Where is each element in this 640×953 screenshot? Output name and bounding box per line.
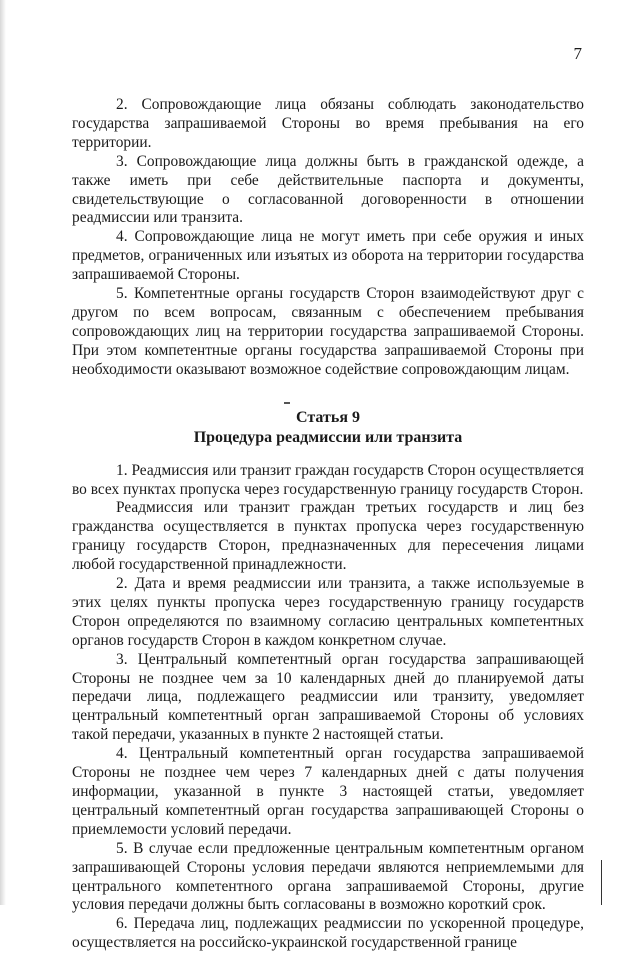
- scan-edge-line: [601, 860, 602, 905]
- page-number: 7: [573, 44, 582, 63]
- paragraph: 3. Сопровождающие лица должны быть в гражданской одежде, а также иметь при себе действительные паспорта и документы, свидетельствующие о согласованной договоренности в отношении реадмиссии или транзита.: [72, 152, 584, 227]
- article-title: Процедура реадмиссии или транзита: [193, 428, 463, 446]
- paragraph: 1. Реадмиссия или транзит граждан государств Сторон осуществляется во всех пунктах пропуска через государственную границу государств Сторон.: [72, 461, 584, 498]
- paragraph: 2. Дата и время реадмиссии или транзита, а также используемые в этих целях пункты пропуска через государственную границу государств Сторон определяются по взаимному согласию центральных компетентных органов государств Сторон в каждом конкретном случае.: [72, 575, 584, 649]
- paragraph: 2. Сопровождающие лица обязаны соблюдать законодательство государства запрашиваемой Стороны во время пребывания на его территории.: [72, 96, 584, 151]
- article-heading: [72, 400, 584, 448]
- document-body: [72, 96, 584, 953]
- scan-mark: [72, 400, 584, 408]
- paragraph: 6. Передача лиц, подлежащих реадмиссии по ускоренной процедуре, осуществляется на российско-украинской государственной границе: [72, 915, 584, 952]
- paragraph: Реадмиссия или транзит граждан третьих государств и лиц без гражданства осуществляется в пунктах пропуска через государственную границу государств Сторон, предназначенных для пересечения лицами любой государственной принадлежности.: [72, 499, 584, 574]
- paragraph: 5. В случае если предложенные центральным компетентным органом запрашивающей Стороны условия передачи являются неприемлемыми для центрального компетентного органа запрашиваемой Стороны, другие условия передачи должны быть согласованы в возможно короткий срок.: [72, 839, 584, 914]
- paragraph: 4. Центральный компетентный орган государства запрашиваемой Стороны не позднее чем через 7 календарных дней с даты получения информации, указанной в пункте 3 настоящей статьи, уведомляет центральный компетентный орган государства запрашивающей Стороны о приемлемости условий передачи.: [72, 745, 584, 838]
- paragraph: 4. Сопровождающие лица не могут иметь при себе оружия и иных предметов, ограниченных или изъятых из оборота на территории государства запрашиваемой Стороны.: [72, 228, 584, 284]
- scan-edge: [0, 0, 6, 905]
- paragraph: 3. Центральный компетентный орган государства запрашивающей Стороны не позднее чем за 10 календарных дней до планируемой даты передачи лица, подлежащего реадмиссии или транзиту, уведомляет центральный компетентный орган запрашиваемой Стороны об условиях такой передачи, указанных в пункте 2 настоящей статьи.: [72, 650, 584, 744]
- paragraph: 5. Компетентные органы государств Сторон взаимодействуют друг с другом по всем вопросам, связанным с обеспечением пребывания сопровождающих лиц на территории государства запрашиваемой Стороны. При этом компетентные органы государства запрашиваемой Стороны при необходимости оказывают возможное содействие сопровождающим лицам.: [72, 285, 584, 378]
- article-number: Статья 9: [296, 408, 360, 426]
